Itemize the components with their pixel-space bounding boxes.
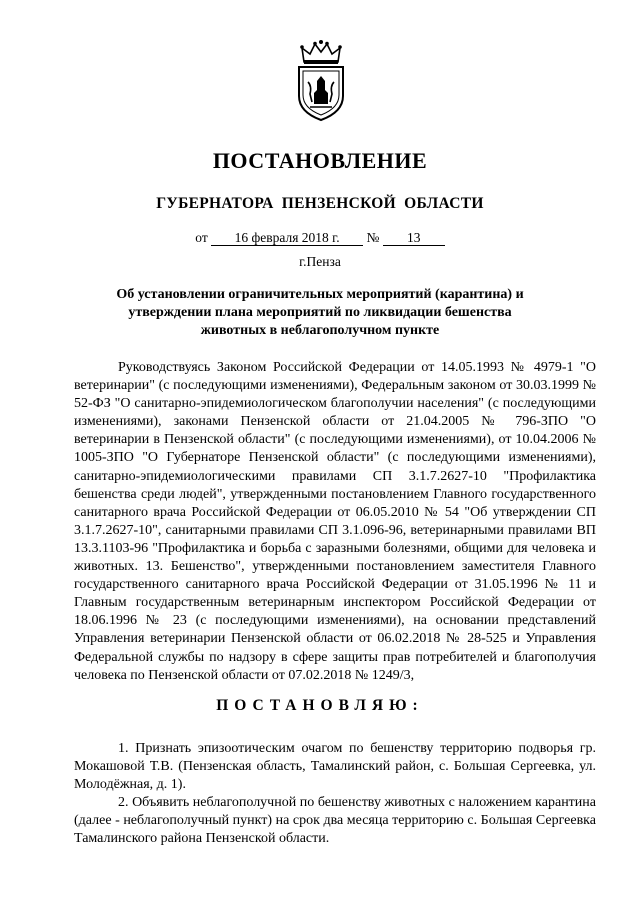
issuer-heading: ГУБЕРНАТОРА ПЕНЗЕНСКОЙ ОБЛАСТИ [156, 195, 484, 212]
document-type-heading: ПОСТАНОВЛЕНИЕ [212, 148, 428, 173]
preamble-paragraph: Руководствуясь Законом Российской Федерации от 14.05.1993 № 4979-1 "О ветеринарии" (с последующими изменениями), Федеральным законом от 30.03.1999 № 52-ФЗ "О санитарно-эпидемиологическом благополучии населения" (с последующими изменениями), законами Пензенской области от 21.04.2005 № 796-ЗПО "О ветеринарии в Пензенской области" (с последующими изменениями), от 10.04.2006 № 1005-ЗПО "О Губернаторе Пензенской области" (с последующими изменениями), санитарно-эпидемиологическими правилами СП 3.1.7.2627-10 "Профилактика бешенства среди людей", утвержденными постановлением Главного государственного санитарного врача Российской Федерации от 06.05.2010 № 54 "Об утверждении СП 3.1.7.2627-10", санитарными правилами СП 3.1.096-96, ветеринарными правилами ВП 13.3.1103-96 "Профилактика и борьба с заразными болезнями, общими для человека и животных. 13. Бешенство", утвержденными постановлением заместителя Главного государственного санитарного врача Российской Федерации от 31.05.1996 № 11 и Главным государственным ветеринарным инспектором Российской Федерации от 18.06.1996 № 23 (с последующими изменениями), на основании представлений Управления ветеринарии Пензенской области от 06.02.2018 № 28-525 и Управления Федеральной службы по надзору в сфере защиты прав потребителей и благополучия человека по Пензенской области от 07.02.2018 № 1249/3, [74, 360, 596, 683]
document-subject: Об установлении ограничительных мероприятий (карантина) и утверждении плана мероприятий по ликвидации бешенства животных в неблагополучном пункте [116, 287, 524, 338]
number-prefix: № [366, 230, 380, 245]
point-paragraph-1: 1. Признать эпизоотическим очагом по бешенству территорию подворья гр. Мокашовой Т.В. (Пензенская область, Тамалинский район, с. Большая Сергеевка, ул. Молодёжная, д. 1). [74, 741, 596, 793]
coat-of-arms-icon [290, 40, 352, 122]
point-paragraph-2: 2. Объявить неблагополучной по бешенству животных с наложением карантина (далее - неблагополучный пункт) на срок два месяца территорию с. Большая Сергеевка Тамалинского района Пензенской области. [74, 795, 596, 847]
decree-heading: ПОСТАНОВЛЯЮ: [216, 697, 424, 714]
city: г.Пенза [299, 254, 341, 269]
document-number: 13 [383, 230, 445, 246]
date-number-line [0, 230, 640, 246]
date-prefix: от [195, 230, 208, 245]
document-date: 16 февраля 2018 г. [211, 230, 363, 246]
